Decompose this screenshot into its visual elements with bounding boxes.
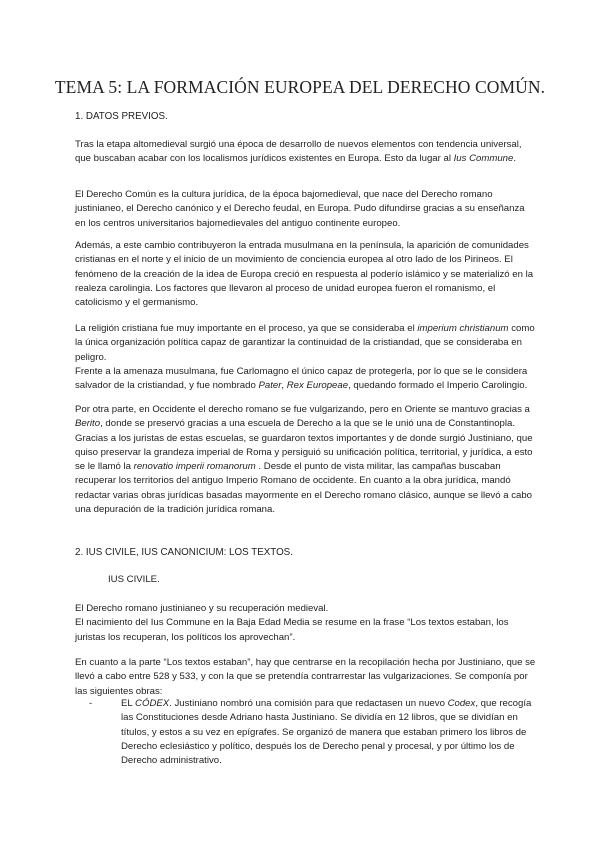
paragraph-3-text: Además, a este cambio contribuyeron la entrada musulmana en la península, la aparición de comunidades cristianas en el norte y el inicio de un movimiento de conciencia europea al otro lado de los Pirineos. El fenómeno de la creación de la idea de Europa creció en respuesta al poderío islámico y se materializó en la realeza carolingia. Los factores que llevaron al proceso de unidad europea fueron el romanismo, el catolicismo y el germanismo. [75,240,534,309]
section-1-heading: 1. DATOS PREVIOS. [75,111,168,122]
paragraph-4 [75,322,537,393]
list-item-middle: . Justiniano nombró una comisión para que redactasen un nuevo [169,698,448,709]
paragraph-6-middle: , donde se preservó gracias a una escuela de Derecho a la que se le unió una de Constantinopla. Gracias a los juristas de estas escuelas, se guardaron textos importantes y de donde surgió Justiniano, que quiso preservar la grandeza imperial de Roma y persiguió su unificación política, territorial, y jurídica, a esto se le llamó la [75,418,533,473]
paragraph-6-end: . Desde el punto de vista militar, las campañas buscaban recuperar los territorios del antiguo Imperio Romano de occidente. En cuanto a la obra jurídica, mandó redactar varias obras jurídicas basadas mayormente en el Derecho romano clásico, aunque se llevó a cabo una depuración de la tradición jurídica romana. [75,461,533,516]
paragraph-8-text: El nacimiento del Ius Commune en la Baja Edad Media se resume en la frase “Los textos estaban, los juristas los recuperan, los políticos los aprovechan”. [75,617,509,643]
paragraph-5-italic-pater: Pater [258,380,282,392]
paragraph-7-text: El Derecho romano justinianeo y su recuperación medieval. [75,603,329,614]
paragraph-1-end: . [513,153,517,165]
paragraph-6-text: Por otra parte, en Occidente el derecho romano se fue vulgarizando, pero en Oriente se mantuvo gracias a [75,404,530,415]
paragraph-6-italic-renovatio: renovatio imperii romanorum [133,461,256,473]
paragraph-7 [75,602,537,645]
list-item-end: , que recogía las Constituciones desde Adriano hasta Justiniano. Se dividía en 12 libros, que se dividían en títulos, y estos a su vez en epígrafes. Se organizó de manera que estaban primero los libros de Derecho eclesiástico y político, después los de Derecho penal y procesal, y por último los de Derecho administrativo. [121,698,532,767]
paragraph-4-end: como la única organización política capaz de garantizar la continuidad de la cristiandad, que se consideraba en peligro. [75,323,535,363]
list-bullet: - [89,698,93,709]
paragraph-2 [75,188,537,231]
paragraph-6-italic-berito: Berito [75,418,101,430]
paragraph-1 [75,138,537,167]
paragraph-9 [75,656,537,699]
paragraph-2-text: El Derecho Común es la cultura jurídica, de la época bajomedieval, que nace del Derecho romano justinianeo, el Derecho canónico y el Derecho feudal, en Europa. Pudo difundirse gracias a su enseñanza en los centros universitarios bajomedievales del antiguo continente europeo. [75,189,525,229]
paragraph-6 [75,403,537,517]
paragraph-9-text: En cuanto a la parte “Los textos estaban”, hay que centrarse en la recopilación hecha por Justiniano, que se llevó a cabo entre 528 y 533, y con la que se pretendía contrarrestar las vulgarizaciones. Se componía por las siguientes obras: [75,657,536,697]
paragraph-5-comma: , [281,380,287,392]
paragraph-3 [75,239,537,310]
paragraph-5-italic-rex: Rex Europeae [286,380,349,392]
paragraph-4-text: La religión cristiana fue muy importante en el proceso, ya que se consideraba el [75,323,418,334]
paragraph-1-text: Tras la etapa altomedieval surgió una época de desarrollo de nuevos elementos con tendencia universal, que buscaban acabar con los localismos jurídicos existentes en Europa. Esto da lugar al [75,139,522,165]
paragraph-4-italic: imperium christianum [417,323,509,334]
section-2-heading: 2. IUS CIVILE, IUS CANONICIUM: LOS TEXTOS. [75,547,293,558]
paragraph-5-text: Frente a la amenaza musulmana, fue Carlomagno el único capaz de protegerla, por lo que se le considera salvador de la cristiandad, y fue nombrado [75,365,528,392]
document-title: TEMA 5: LA FORMACIÓN EUROPEA DEL DERECHO COMÚN. [54,77,546,97]
ius-civile-subheading: IUS CIVILE. [108,574,160,585]
list-item-italic-codex-title: CÓDEX [135,698,170,709]
paragraph-5-end: , quedando formado el Imperio Carolingio. [348,380,528,392]
list-item-intro: EL [121,698,136,709]
paragraph-1-italic: Ius Commune [453,153,514,165]
list-item-italic-codex: Codex [447,698,476,709]
list-item-text [121,697,541,768]
